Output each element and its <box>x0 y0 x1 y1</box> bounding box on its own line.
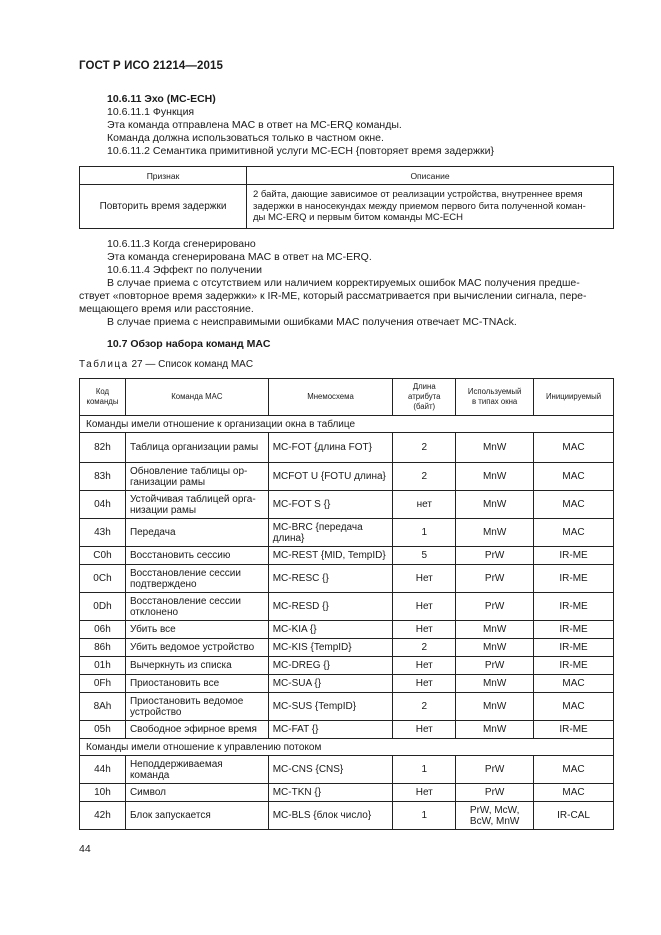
command-cell: Таблица организации рамы <box>125 433 268 463</box>
initiator-cell: MAC <box>534 433 614 463</box>
initiator-cell: MAC <box>534 693 614 721</box>
column-header-feature: Признак <box>80 167 247 185</box>
initiator-cell: IR-ME <box>534 593 614 621</box>
code-cell: 86h <box>80 639 126 657</box>
window-type-cell: MnW <box>456 621 534 639</box>
paragraph: Эта команда отправлена MAC в ответ на MC-ERQ команды. <box>107 119 402 131</box>
paragraph-line: ствует «повторное время задержки» к IR-ME, который рассматривается при вычислении сигнала, пере- <box>79 290 587 302</box>
length-cell: Нет <box>393 593 456 621</box>
mnemonic-cell: MC-BRC {передача длина} <box>268 519 393 547</box>
command-cell: Убить ведомое устройство <box>125 639 268 657</box>
mnemonic-cell: MC-BLS {блок число} <box>268 802 393 830</box>
table-caption-label: Таблица <box>79 359 129 370</box>
mnemonic-cell: MC-SUA {} <box>268 675 393 693</box>
table-row <box>80 784 614 802</box>
table-row <box>80 433 614 463</box>
initiator-cell: MAC <box>534 784 614 802</box>
initiator-cell: IR-ME <box>534 657 614 675</box>
length-cell: 2 <box>393 693 456 721</box>
mnemonic-cell: MC-DREG {} <box>268 657 393 675</box>
length-cell: Нет <box>393 675 456 693</box>
length-cell: 2 <box>393 433 456 463</box>
table-row <box>80 802 614 830</box>
table-row <box>80 519 614 547</box>
table-row <box>80 756 614 784</box>
initiator-cell: IR-ME <box>534 565 614 593</box>
window-type-cell: MnW <box>456 693 534 721</box>
code-cell: 43h <box>80 519 126 547</box>
paragraph-line: мещающего время или расстояние. <box>79 303 254 315</box>
command-cell: Устойчивая таблицей орга-низации рамы <box>125 491 268 519</box>
code-cell: C0h <box>80 547 126 565</box>
mnemonic-cell: MC-TKN {} <box>268 784 393 802</box>
column-header-window-types <box>456 379 534 416</box>
command-cell: Вычеркнуть из списка <box>125 657 268 675</box>
paragraph: 10.6.11.1 Функция <box>107 106 195 118</box>
code-cell: 05h <box>80 721 126 739</box>
table-row <box>80 491 614 519</box>
command-cell: Восстановление сессии подтверждено <box>125 565 268 593</box>
command-cell: Блок запускается <box>125 802 268 830</box>
command-cell: Передача <box>125 519 268 547</box>
mac-table-body <box>80 416 614 830</box>
table-group-row <box>80 416 614 433</box>
description-line: задержки в наносекундах между приемом первого бита полученной коман- <box>253 200 586 212</box>
section-heading <box>107 93 216 106</box>
table-row <box>80 463 614 491</box>
section-title: Эхо (MC-ECH) <box>144 93 216 105</box>
column-header-mnemonic: Мнемосхема <box>268 379 393 416</box>
semantics-table <box>79 166 614 229</box>
window-type-cell: MnW <box>456 491 534 519</box>
code-cell: 0Dh <box>80 593 126 621</box>
length-cell: 2 <box>393 463 456 491</box>
window-type-cell: PrW <box>456 756 534 784</box>
table-row <box>80 185 614 229</box>
code-cell: 10h <box>80 784 126 802</box>
code-cell: 0Fh <box>80 675 126 693</box>
mnemonic-cell: MC-RESD {} <box>268 593 393 621</box>
initiator-cell: MAC <box>534 675 614 693</box>
command-cell: Символ <box>125 784 268 802</box>
mac-commands-table <box>79 378 614 830</box>
paragraph: Команда должна использоваться только в частном окне. <box>107 132 384 144</box>
initiator-cell: MAC <box>534 463 614 491</box>
section-heading: 10.7 Обзор набора команд MAC <box>107 338 271 350</box>
table-row <box>80 721 614 739</box>
header-line: атрибута <box>408 392 441 401</box>
paragraph: 10.6.11.3 Когда сгенерировано <box>107 238 256 250</box>
length-cell: Нет <box>393 565 456 593</box>
initiator-cell: IR-ME <box>534 639 614 657</box>
mnemonic-cell: MC-KIS {TempID} <box>268 639 393 657</box>
code-cell: 83h <box>80 463 126 491</box>
paragraph: 10.6.11.2 Семантика примитивной услуги MC-ECH {повторяет время задержки} <box>107 145 494 157</box>
initiator-cell: MAC <box>534 756 614 784</box>
header-line: Код <box>95 387 110 396</box>
window-type-cell: MnW <box>456 519 534 547</box>
code-cell: 42h <box>80 802 126 830</box>
window-type-cell: PrW <box>456 565 534 593</box>
command-cell: Приостановить все <box>125 675 268 693</box>
table-row <box>80 675 614 693</box>
code-cell: 8Ah <box>80 693 126 721</box>
header-line: команды <box>86 397 119 406</box>
command-cell: Обновление таблицы ор-ганизации рамы <box>125 463 268 491</box>
length-cell: Нет <box>393 657 456 675</box>
table-row <box>80 547 614 565</box>
table-row <box>80 621 614 639</box>
window-type-cell: MnW <box>456 433 534 463</box>
group-label: Команды имели отношение к управлению потоком <box>80 739 614 756</box>
mnemonic-cell: MC-REST {MID, TempID} <box>268 547 393 565</box>
table-group-row <box>80 739 614 756</box>
column-header-command: Команда MAC <box>125 379 268 416</box>
command-cell: Убить все <box>125 621 268 639</box>
table-caption <box>79 358 253 371</box>
description-line: 2 байта, дающие зависимое от реализации устройства, внутреннее время <box>253 189 583 201</box>
length-cell: 5 <box>393 547 456 565</box>
mnemonic-cell: MC-CNS {CNS} <box>268 756 393 784</box>
column-header-length <box>393 379 456 416</box>
mnemonic-cell: MCFOT U {FOTU длина} <box>268 463 393 491</box>
header-line: в типах окна <box>472 397 518 406</box>
mnemonic-cell: MC-RESC {} <box>268 565 393 593</box>
mnemonic-cell: MC-FOT S {} <box>268 491 393 519</box>
feature-cell: Повторить время задержки <box>80 185 247 229</box>
length-cell: нет <box>393 491 456 519</box>
header-line: Длина <box>412 382 436 391</box>
table-caption-text: 27 — Список команд MAC <box>128 359 254 370</box>
section-number: 10.6.11 <box>107 93 142 105</box>
command-cell: Приостановить ведомое устройство <box>125 693 268 721</box>
window-type-cell: MnW <box>456 463 534 491</box>
length-cell: Нет <box>393 721 456 739</box>
window-type-cell: MnW <box>456 639 534 657</box>
page-number: 44 <box>79 843 91 855</box>
length-cell: 1 <box>393 802 456 830</box>
paragraph: В случае приема с неисправимыми ошибками MAC получения отвечает MC-TNAck. <box>107 316 517 328</box>
window-type-cell: PrW <box>456 593 534 621</box>
table-header-row <box>80 379 614 416</box>
command-cell: Неподдерживаемая команда <box>125 756 268 784</box>
document-header: ГОСТ Р ИСО 21214—2015 <box>79 60 224 72</box>
initiator-cell: IR-ME <box>534 721 614 739</box>
code-cell: 01h <box>80 657 126 675</box>
code-cell: 82h <box>80 433 126 463</box>
code-cell: 04h <box>80 491 126 519</box>
group-label: Команды имели отношение к организации окна в таблице <box>80 416 614 433</box>
column-header-description: Описание <box>247 167 614 185</box>
column-header-initiator: Инициируемый <box>534 379 614 416</box>
table-row <box>80 657 614 675</box>
paragraph-line: В случае приема с отсутствием или наличием корректируемых ошибок MAC получения предше- <box>107 277 580 289</box>
description-line: ды MC-ERQ и первым битом команды MC-ECH <box>253 212 463 224</box>
command-cell: Свободное эфирное время <box>125 721 268 739</box>
initiator-cell: MAC <box>534 519 614 547</box>
table-row <box>80 565 614 593</box>
table-row <box>80 693 614 721</box>
table-header-row <box>80 167 614 185</box>
window-type-cell: PrW <box>456 547 534 565</box>
mnemonic-cell: MC-SUS {TempID} <box>268 693 393 721</box>
window-type-cell: PrW <box>456 657 534 675</box>
command-cell: Восстановить сессию <box>125 547 268 565</box>
window-type-cell: MnW <box>456 675 534 693</box>
header-line: Используемый <box>467 387 522 396</box>
length-cell: Нет <box>393 784 456 802</box>
command-cell: Восстановление сессии отклонено <box>125 593 268 621</box>
paragraph: Эта команда сгенерирована MAC в ответ на MC-ERQ. <box>107 251 372 263</box>
initiator-cell: IR-ME <box>534 547 614 565</box>
code-cell: 0Ch <box>80 565 126 593</box>
mnemonic-cell: MC-FAT {} <box>268 721 393 739</box>
initiator-cell: IR-ME <box>534 621 614 639</box>
length-cell: 2 <box>393 639 456 657</box>
header-line: (байт) <box>413 402 436 411</box>
paragraph: 10.6.11.4 Эффект по получении <box>107 264 262 276</box>
code-cell: 06h <box>80 621 126 639</box>
length-cell: 1 <box>393 756 456 784</box>
window-type-cell: PrW <box>456 784 534 802</box>
code-cell: 44h <box>80 756 126 784</box>
length-cell: Нет <box>393 621 456 639</box>
table-row <box>80 593 614 621</box>
length-cell: 1 <box>393 519 456 547</box>
initiator-cell: IR-CAL <box>534 802 614 830</box>
window-type-cell: MnW <box>456 721 534 739</box>
mnemonic-cell: MC-KIA {} <box>268 621 393 639</box>
table-row <box>80 639 614 657</box>
initiator-cell: MAC <box>534 491 614 519</box>
column-header-code <box>80 379 126 416</box>
description-cell <box>247 185 614 229</box>
window-type-cell: PrW, McW, BcW, MnW <box>456 802 534 830</box>
mnemonic-cell: MC-FOT {длина FOT} <box>268 433 393 463</box>
